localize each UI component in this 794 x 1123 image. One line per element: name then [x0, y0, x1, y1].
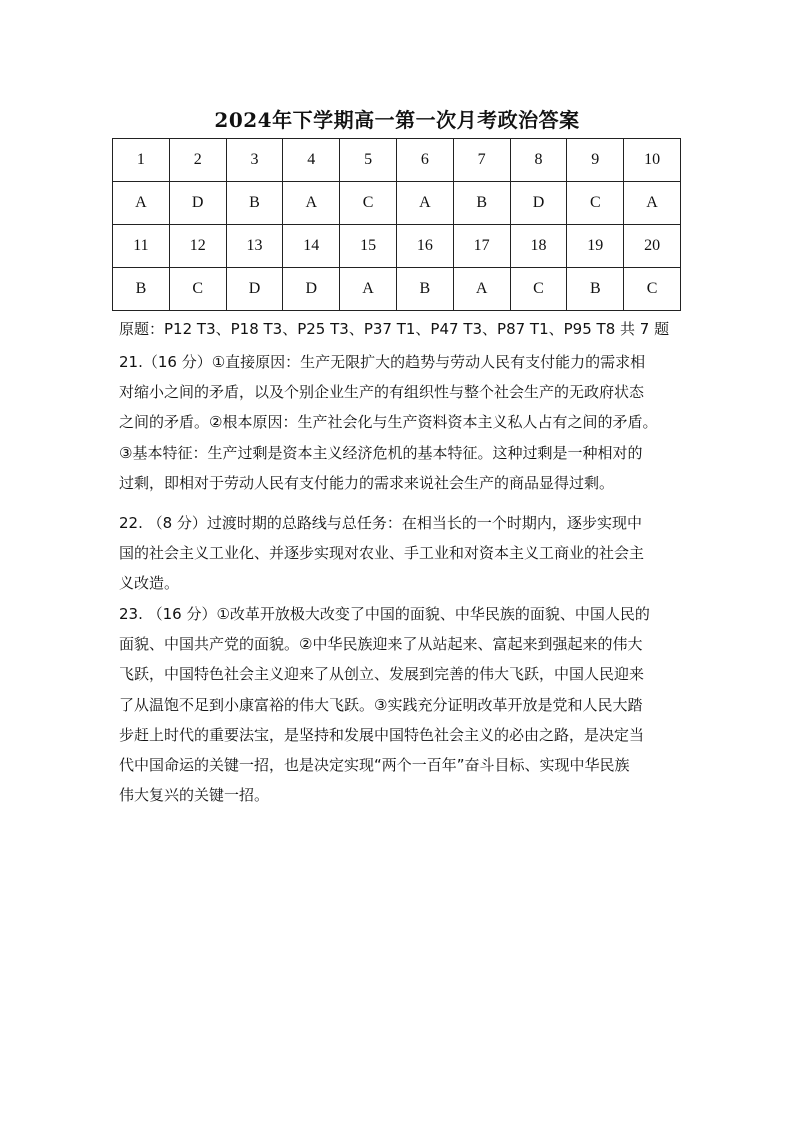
question-number-cell: 5 [340, 139, 397, 182]
answer-letter-cell: B [396, 268, 453, 311]
question-number-cell: 1 [113, 139, 170, 182]
question-number-row [113, 139, 681, 182]
answer-23-line: 了从温饱不足到小康富裕的伟大飞跃。③实践充分证明改革开放是党和人民大踏 [119, 695, 643, 714]
question-number-cell: 14 [283, 225, 340, 268]
answer-22-line: 义改造。 [119, 574, 180, 593]
question-number-cell: 18 [510, 225, 567, 268]
answer-letter-cell: D [283, 268, 340, 311]
answer-23-line: 23. （16 分）①改革开放极大改变了中国的面貌、中华民族的面貌、中国人民的 [119, 605, 650, 623]
answer-letter-cell: B [567, 268, 624, 311]
answer-23-line: 代中国命运的关键一招，也是决定实现“两个一百年”奋斗目标、实现中华民族 [119, 756, 630, 775]
answer-23-line: 飞跃，中国特色社会主义迎来了从创立、发展到完善的伟大飞跃，中国人民迎来 [119, 665, 645, 684]
answer-21-line: 对缩小之间的矛盾，以及个别企业生产的有组织性与整个社会生产的无政府状态 [119, 383, 645, 402]
answer-letter-cell: A [340, 268, 397, 311]
question-number-cell: 17 [453, 225, 510, 268]
answer-letter-cell: C [510, 268, 567, 311]
answer-22-line: 国的社会主义工业化、并逐步实现对农业、手工业和对资本主义工商业的社会主 [119, 544, 645, 563]
question-number-cell: 19 [567, 225, 624, 268]
question-number-cell: 12 [169, 225, 226, 268]
question-number-row [113, 225, 681, 268]
answer-letter-cell: C [567, 182, 624, 225]
question-number-cell: 4 [283, 139, 340, 182]
answer-letter-cell: B [226, 182, 283, 225]
source-note: 原题：P12 T3、P18 T3、P25 T3、P37 T1、P47 T3、P87 T1、P95 T8 共 7 题 [119, 320, 670, 338]
answer-letter-cell: A [113, 182, 170, 225]
answer-letter-cell: A [624, 182, 681, 225]
answer-letter-cell: A [396, 182, 453, 225]
answer-letter-cell: C [340, 182, 397, 225]
question-number-cell: 6 [396, 139, 453, 182]
question-number-cell: 16 [396, 225, 453, 268]
question-number-cell: 9 [567, 139, 624, 182]
question-number-cell: 11 [113, 225, 170, 268]
answer-22 [119, 508, 679, 599]
question-number-cell: 13 [226, 225, 283, 268]
answer-key-table [112, 138, 681, 311]
answer-letter-cell: D [510, 182, 567, 225]
answer-letter-cell: A [283, 182, 340, 225]
answer-letter-cell: B [113, 268, 170, 311]
page-title: 2024年下学期高一第一次月考政治答案 [214, 108, 580, 132]
answer-letter-cell: D [169, 182, 226, 225]
answer-letter-cell: C [624, 268, 681, 311]
answer-key-table-body [113, 139, 681, 311]
answer-letter-cell: B [453, 182, 510, 225]
question-number-cell: 2 [169, 139, 226, 182]
question-number-cell: 3 [226, 139, 283, 182]
answer-letter-cell: D [226, 268, 283, 311]
answer-21 [119, 347, 679, 498]
answer-21-line: 21.（16 分）①直接原因：生产无限扩大的趋势与劳动人民有支付能力的需求相 [119, 353, 646, 371]
answer-23 [119, 599, 679, 810]
answer-21-line: 过剩，即相对于劳动人民有支付能力的需求来说社会生产的商品显得过剩。 [119, 473, 615, 492]
answer-letter-cell: C [169, 268, 226, 311]
question-number-cell: 20 [624, 225, 681, 268]
question-number-cell: 7 [453, 139, 510, 182]
question-number-cell: 8 [510, 139, 567, 182]
answer-23-line: 面貌、中国共产党的面貌。②中华民族迎来了从站起来、富起来到强起来的伟大 [119, 635, 643, 654]
answer-letter-cell: A [453, 268, 510, 311]
answer-21-line: 之间的矛盾。②根本原因：生产社会化与生产资料资本主义私人占有之间的矛盾。 [119, 413, 658, 432]
answer-22-line: 22. （8 分）过渡时期的总路线与总任务：在相当长的一个时期内，逐步实现中 [119, 514, 642, 532]
answer-letter-row [113, 268, 681, 311]
answer-letter-row [113, 182, 681, 225]
answer-21-line: ③基本特征：生产过剩是资本主义经济危机的基本特征。这种过剩是一种相对的 [119, 443, 643, 462]
answer-23-line: 伟大复兴的关键一招。 [119, 786, 270, 805]
question-number-cell: 10 [624, 139, 681, 182]
question-number-cell: 15 [340, 225, 397, 268]
answer-23-line: 步赶上时代的重要法宝，是坚持和发展中国特色社会主义的必由之路，是决定当 [119, 725, 645, 744]
